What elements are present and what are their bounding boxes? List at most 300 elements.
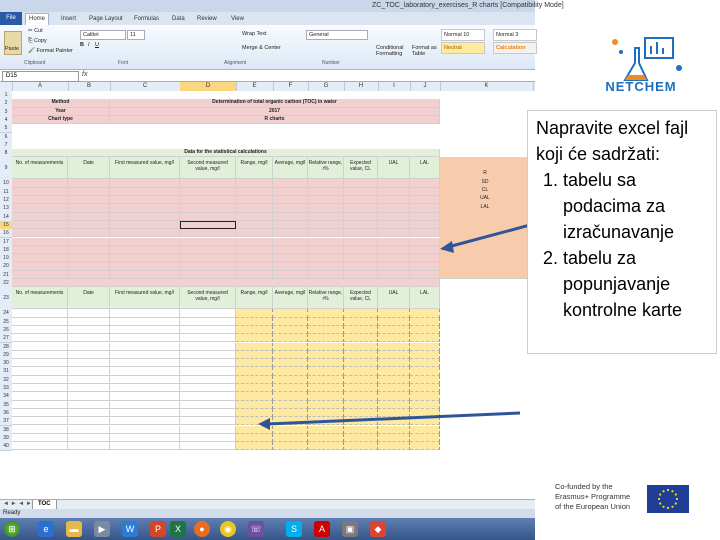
chart-data-cell[interactable] xyxy=(68,326,110,334)
row-header-2[interactable]: 2 xyxy=(0,99,12,108)
data-cell[interactable] xyxy=(308,204,344,212)
data-cell[interactable] xyxy=(344,204,378,212)
chart-data-cell[interactable] xyxy=(12,442,68,450)
chart-data-cell[interactable] xyxy=(68,426,110,434)
row-header-32[interactable]: 32 xyxy=(0,376,12,385)
data-cell[interactable] xyxy=(12,196,68,204)
column-header-b[interactable]: B xyxy=(68,82,111,91)
app-icon[interactable]: ▣ xyxy=(342,521,358,537)
data-cell[interactable] xyxy=(273,196,308,204)
chart-data-cell[interactable] xyxy=(68,359,110,367)
row-header-12[interactable]: 12 xyxy=(0,196,12,205)
row-header-6[interactable]: 6 xyxy=(0,133,12,142)
chart-data-cell[interactable] xyxy=(110,426,180,434)
chart-data-cell[interactable] xyxy=(110,442,180,450)
folder-icon[interactable]: ▬ xyxy=(66,521,82,537)
data-cell[interactable] xyxy=(180,229,236,237)
column-header-e[interactable]: E xyxy=(236,82,274,91)
eu-line-3: of the European Union xyxy=(555,502,631,511)
status-bar: Ready xyxy=(0,509,535,518)
data-cell[interactable] xyxy=(236,204,273,212)
data-cell[interactable] xyxy=(273,204,308,212)
style-normal3[interactable]: Normal 3 xyxy=(493,29,537,41)
chart-data-cell[interactable] xyxy=(110,376,180,384)
chart-data-cell[interactable] xyxy=(12,334,68,342)
chart-data-cell[interactable] xyxy=(378,442,410,450)
arrow-to-chart-table xyxy=(268,413,520,424)
chart-data-cell[interactable] xyxy=(236,442,273,450)
chart-data-cell[interactable] xyxy=(180,351,236,359)
chart-data-cell[interactable] xyxy=(344,442,378,450)
chart-data-cell[interactable] xyxy=(12,359,68,367)
acrobat-icon[interactable]: A xyxy=(314,521,330,537)
table-header[interactable]: No. of measurements xyxy=(12,157,68,179)
data-cell[interactable] xyxy=(308,196,344,204)
data-cell[interactable] xyxy=(68,204,110,212)
method-value[interactable]: Determination of total organic carbon (TOC) in water xyxy=(110,99,440,107)
chart-data-cell[interactable] xyxy=(110,367,180,375)
year-value[interactable]: 2017 xyxy=(110,108,440,116)
data-cell[interactable] xyxy=(344,179,378,187)
chart-data-cell[interactable] xyxy=(68,343,110,351)
data-cell[interactable] xyxy=(12,213,68,221)
data-cell[interactable] xyxy=(68,254,110,262)
chart-data-cell[interactable] xyxy=(180,401,236,409)
row-header-30[interactable]: 30 xyxy=(0,359,12,368)
copy-button[interactable]: ⎘ Copy xyxy=(28,38,47,44)
ribbon-tabs xyxy=(0,12,535,25)
table-header[interactable]: Average, mg/l xyxy=(273,157,308,179)
data-cell[interactable] xyxy=(12,221,68,229)
clipboard-group-label: Clipboard xyxy=(24,60,46,66)
row-header-26[interactable]: 26 xyxy=(0,326,12,335)
chart-data-cell[interactable] xyxy=(110,326,180,334)
column-header-a[interactable]: A xyxy=(12,82,69,91)
instruction-callout xyxy=(527,110,717,354)
tab-data[interactable]: Data xyxy=(172,16,185,22)
chart-data-cell[interactable] xyxy=(12,417,68,425)
row-header-17[interactable]: 17 xyxy=(0,238,12,247)
font-name-select[interactable]: Calibri xyxy=(80,30,126,40)
data-cell[interactable] xyxy=(110,213,180,221)
chart-data-cell[interactable] xyxy=(110,384,180,392)
callout-intro: Napravite excel fajl koji će sadržati: xyxy=(536,118,689,164)
data-cell[interactable] xyxy=(236,196,273,204)
data-cell[interactable] xyxy=(12,188,68,196)
data-cell[interactable] xyxy=(68,262,110,270)
column-header-g[interactable]: G xyxy=(308,82,345,91)
table-header[interactable]: Second measured value, mg/l xyxy=(180,157,236,179)
data-cell[interactable] xyxy=(378,179,410,187)
chart-data-cell[interactable] xyxy=(68,384,110,392)
chart-data-cell[interactable] xyxy=(180,367,236,375)
name-box[interactable]: D15 xyxy=(2,71,79,82)
column-header-i[interactable]: I xyxy=(378,82,411,91)
chart-data-cell[interactable] xyxy=(110,318,180,326)
chart-data-cell[interactable] xyxy=(68,309,110,317)
chart-data-cell[interactable] xyxy=(110,392,180,400)
chart-data-cell[interactable] xyxy=(12,326,68,334)
data-cell[interactable] xyxy=(110,254,180,262)
arrow-to-data-table xyxy=(448,225,530,247)
format-as-table-button[interactable]: Format as Table xyxy=(412,45,437,57)
media-icon[interactable]: ▶ xyxy=(94,521,110,537)
chart-data-cell[interactable] xyxy=(12,426,68,434)
data-cell[interactable] xyxy=(378,204,410,212)
excel-icon[interactable]: X xyxy=(170,521,186,537)
eu-line-2: Erasmus+ Programme xyxy=(555,492,631,501)
underline-button[interactable]: U xyxy=(95,42,99,48)
netchem-logo-text: NETCHEM xyxy=(605,79,677,94)
column-header-h[interactable]: H xyxy=(344,82,379,91)
data-cell[interactable] xyxy=(410,179,440,187)
chart-data-cell[interactable] xyxy=(12,401,68,409)
data-cell[interactable] xyxy=(68,238,110,246)
data-cell[interactable] xyxy=(12,179,68,187)
chart-data-cell[interactable] xyxy=(180,384,236,392)
side-label-cl: CL xyxy=(481,187,489,193)
data-cell[interactable] xyxy=(308,188,344,196)
chart-data-cell[interactable] xyxy=(12,367,68,375)
skype-icon[interactable]: S xyxy=(286,521,302,537)
chart-data-cell[interactable] xyxy=(68,401,110,409)
chart-data-cell[interactable] xyxy=(110,351,180,359)
side-label-sd: SD xyxy=(481,178,489,185)
side-label-ual: UAL xyxy=(480,195,490,202)
row-header-15[interactable]: 15 xyxy=(0,221,12,230)
alignment-group-label: Alignment xyxy=(224,60,247,66)
wrap-text-button[interactable]: Wrap Text xyxy=(242,31,267,37)
data-cell[interactable] xyxy=(180,221,236,229)
data-cell[interactable] xyxy=(410,204,440,212)
merge-center-button[interactable]: Merge & Center xyxy=(242,45,281,51)
chart-type-value[interactable]: R charts xyxy=(110,116,440,124)
cut-button[interactable]: ✂ Cut xyxy=(28,28,43,34)
data-cell[interactable] xyxy=(180,238,236,246)
chart-data-cell[interactable] xyxy=(180,309,236,317)
row-header-21[interactable]: 21 xyxy=(0,271,12,280)
data-cell[interactable] xyxy=(344,188,378,196)
chart-data-cell[interactable] xyxy=(12,384,68,392)
style-normal10[interactable]: Normal 10 xyxy=(441,29,485,41)
callout-list xyxy=(536,167,708,323)
data-cell[interactable] xyxy=(180,179,236,187)
data-cell[interactable] xyxy=(68,246,110,254)
chart-data-cell[interactable] xyxy=(68,392,110,400)
row-header-14[interactable]: 14 xyxy=(0,213,12,222)
tab-formulas[interactable]: Formulas xyxy=(134,16,160,22)
table-header[interactable]: First measured value, mg/l xyxy=(110,287,180,309)
data-cell[interactable] xyxy=(236,179,273,187)
chart-data-cell[interactable] xyxy=(180,376,236,384)
chart-data-cell[interactable] xyxy=(110,343,180,351)
arrowhead-data-table xyxy=(440,241,454,253)
word-icon[interactable]: W xyxy=(122,521,138,537)
data-cell[interactable] xyxy=(68,229,110,237)
chart-data-cell[interactable] xyxy=(68,409,110,417)
row-header-24[interactable]: 24 xyxy=(0,309,12,318)
data-cell[interactable] xyxy=(180,213,236,221)
italic-button[interactable]: I xyxy=(88,42,90,48)
data-cell[interactable] xyxy=(180,196,236,204)
data-cell[interactable] xyxy=(110,229,180,237)
row-header-20[interactable]: 20 xyxy=(0,262,12,271)
number-format-select[interactable]: General xyxy=(306,30,368,40)
tab-insert[interactable]: Insert xyxy=(61,16,77,22)
chart-data-cell[interactable] xyxy=(68,367,110,375)
row-header-23[interactable]: 23 xyxy=(0,287,12,310)
row-header-7[interactable]: 7 xyxy=(0,141,12,150)
ie-icon[interactable]: e xyxy=(38,521,54,537)
data-cell[interactable] xyxy=(180,204,236,212)
data-cell[interactable] xyxy=(110,262,180,270)
style-calculation[interactable]: Calculation xyxy=(493,42,537,54)
row-header-29[interactable]: 29 xyxy=(0,351,12,360)
data-cell[interactable] xyxy=(68,221,110,229)
data-cell[interactable] xyxy=(110,221,180,229)
data-cell[interactable] xyxy=(273,188,308,196)
row-header-19[interactable]: 19 xyxy=(0,254,12,263)
powerpoint-icon[interactable]: P xyxy=(150,521,166,537)
column-header-f[interactable]: F xyxy=(273,82,309,91)
chart-data-cell[interactable] xyxy=(68,376,110,384)
chart-data-cell[interactable] xyxy=(180,318,236,326)
table-header[interactable]: Relative range, r% xyxy=(308,287,344,309)
data-cell[interactable] xyxy=(308,179,344,187)
chart-data-cell[interactable] xyxy=(110,409,180,417)
chart-data-cell[interactable] xyxy=(180,442,236,450)
title-bar xyxy=(0,0,564,12)
chart-data-cell[interactable] xyxy=(110,401,180,409)
firefox-icon[interactable]: ● xyxy=(194,521,210,537)
data-cell[interactable] xyxy=(12,271,68,279)
row-header-5[interactable]: 5 xyxy=(0,124,12,133)
chart-data-cell[interactable] xyxy=(180,343,236,351)
chrome-icon[interactable]: ◉ xyxy=(220,521,236,537)
font-size-select[interactable]: 11 xyxy=(127,30,145,40)
tab-review[interactable]: Review xyxy=(197,16,217,22)
data-cell[interactable] xyxy=(180,254,236,262)
data-cell[interactable] xyxy=(110,238,180,246)
chart-data-cell[interactable] xyxy=(68,334,110,342)
table-header[interactable]: UAL xyxy=(378,287,410,309)
row-header-36[interactable]: 36 xyxy=(0,409,12,418)
row-header-37[interactable]: 37 xyxy=(0,417,12,426)
chart-data-cell[interactable] xyxy=(180,434,236,442)
column-header-c[interactable]: C xyxy=(110,82,181,91)
row-header-34[interactable]: 34 xyxy=(0,392,12,401)
chart-data-cell[interactable] xyxy=(308,442,344,450)
data-cell[interactable] xyxy=(378,188,410,196)
table-header[interactable]: LAL xyxy=(410,157,440,179)
row-header-10[interactable]: 10 xyxy=(0,179,12,188)
data-cell[interactable] xyxy=(180,271,236,279)
row-header-16[interactable]: 16 xyxy=(0,229,12,238)
chart-data-cell[interactable] xyxy=(12,343,68,351)
data-cell[interactable] xyxy=(110,271,180,279)
chart-data-cell[interactable] xyxy=(180,409,236,417)
conditional-formatting-button[interactable]: Conditional Formatting xyxy=(376,45,404,57)
data-cell[interactable] xyxy=(410,188,440,196)
data-cell[interactable] xyxy=(68,196,110,204)
stats-table-title[interactable]: Data for the statistical calculations xyxy=(12,149,440,157)
chart-data-cell[interactable] xyxy=(110,359,180,367)
row-header-13[interactable]: 13 xyxy=(0,204,12,213)
eu-line-1: Co-funded by the xyxy=(555,482,613,491)
table-header[interactable]: Second measured value, mg/l xyxy=(180,287,236,309)
callout-item-1: 1. tabelu sa podacima za izračunavanje xyxy=(563,167,708,245)
window-title: ZC_TOC_laboratory_exercises_R charts [Compatibility Mode] xyxy=(372,2,564,9)
row-header-28[interactable]: 28 xyxy=(0,343,12,352)
chart-data-cell[interactable] xyxy=(12,318,68,326)
data-cell[interactable] xyxy=(273,179,308,187)
data-cell[interactable] xyxy=(110,196,180,204)
data-cell[interactable] xyxy=(344,196,378,204)
column-header-j[interactable]: J xyxy=(410,82,441,91)
row-header-1[interactable]: 1 xyxy=(0,91,12,100)
data-cell[interactable] xyxy=(12,246,68,254)
data-cell[interactable] xyxy=(410,196,440,204)
table-header[interactable]: Date xyxy=(68,287,110,309)
data-cell[interactable] xyxy=(68,188,110,196)
tab-home[interactable]: Home xyxy=(25,13,49,25)
paste-button[interactable]: Paste xyxy=(5,46,20,52)
side-label-lal: LAL xyxy=(480,203,490,210)
chart-data-cell[interactable] xyxy=(273,442,308,450)
row-header-4[interactable]: 4 xyxy=(0,116,12,125)
number-group-label: Number xyxy=(322,60,340,66)
font-group-label: Font xyxy=(118,60,129,66)
table-header[interactable]: Expected value, CL xyxy=(344,157,378,179)
arrows-overlay xyxy=(240,220,540,440)
data-cell[interactable] xyxy=(12,262,68,270)
data-cell[interactable] xyxy=(378,196,410,204)
tab-view[interactable]: View xyxy=(231,16,244,22)
format-painter-button[interactable]: 🖌 Format Painter xyxy=(28,48,73,54)
row-header-38[interactable]: 38 xyxy=(0,426,12,435)
table-header[interactable]: UAL xyxy=(378,157,410,179)
data-cell[interactable] xyxy=(110,246,180,254)
row-header-22[interactable]: 22 xyxy=(0,279,12,288)
row-header-3[interactable]: 3 xyxy=(0,108,12,117)
data-cell[interactable] xyxy=(180,188,236,196)
data-cell[interactable] xyxy=(180,246,236,254)
chart-data-cell[interactable] xyxy=(180,417,236,425)
year-label[interactable]: Year xyxy=(12,108,110,116)
table-header[interactable]: Expected value, CL xyxy=(344,287,378,309)
chart-data-cell[interactable] xyxy=(110,309,180,317)
table-header[interactable]: Average, mg/l xyxy=(273,287,308,309)
row-header-40[interactable]: 40 xyxy=(0,442,12,451)
chart-data-cell[interactable] xyxy=(12,409,68,417)
chart-data-cell[interactable] xyxy=(110,334,180,342)
start-icon[interactable]: ⊞ xyxy=(4,521,20,537)
row-header-11[interactable]: 11 xyxy=(0,188,12,197)
column-header-k[interactable]: K xyxy=(440,82,534,91)
chart-data-cell[interactable] xyxy=(410,442,440,450)
callout-item-2: 2. tabelu za popunjavanje kontrolne karte xyxy=(563,245,708,323)
data-cell[interactable] xyxy=(12,229,68,237)
chart-data-cell[interactable] xyxy=(12,351,68,359)
data-cell[interactable] xyxy=(110,188,180,196)
chart-data-cell[interactable] xyxy=(68,318,110,326)
row-header-31[interactable]: 31 xyxy=(0,367,12,376)
row-header-8[interactable]: 8 xyxy=(0,149,12,158)
taskbar xyxy=(0,518,535,540)
data-cell[interactable] xyxy=(180,262,236,270)
style-neutral[interactable]: Neutral xyxy=(441,42,485,54)
row-header-18[interactable]: 18 xyxy=(0,246,12,255)
chart-data-cell[interactable] xyxy=(12,392,68,400)
chart-data-cell[interactable] xyxy=(68,417,110,425)
row-header-9[interactable]: 9 xyxy=(0,157,12,180)
chart-data-cell[interactable] xyxy=(110,417,180,425)
side-label-r: R xyxy=(483,170,487,177)
chart-data-cell[interactable] xyxy=(12,376,68,384)
row-header-27[interactable]: 27 xyxy=(0,334,12,343)
viber-icon[interactable]: ☏ xyxy=(248,521,264,537)
data-cell[interactable] xyxy=(68,179,110,187)
row-header-39[interactable]: 39 xyxy=(0,434,12,443)
row-header-25[interactable]: 25 xyxy=(0,318,12,327)
data-cell[interactable] xyxy=(236,188,273,196)
chart-data-cell[interactable] xyxy=(110,434,180,442)
table-header[interactable]: LAL xyxy=(410,287,440,309)
data-cell[interactable] xyxy=(12,204,68,212)
chart-data-cell[interactable] xyxy=(68,442,110,450)
table-header[interactable]: Range, mg/l xyxy=(236,287,273,309)
chart-data-cell[interactable] xyxy=(180,326,236,334)
sheet-nav-icon[interactable]: ◄ ► ◄ ► xyxy=(3,501,32,507)
table-header[interactable]: Date xyxy=(68,157,110,179)
data-cell[interactable] xyxy=(68,271,110,279)
chart-data-cell[interactable] xyxy=(180,392,236,400)
eu-flag-icon xyxy=(647,485,689,513)
chart-data-cell[interactable] xyxy=(68,351,110,359)
eu-cofunding-text xyxy=(555,482,647,512)
row-header-35[interactable]: 35 xyxy=(0,401,12,410)
data-cell[interactable] xyxy=(12,238,68,246)
tab-page-layout[interactable]: Page Layout xyxy=(89,16,123,22)
chart-data-cell[interactable] xyxy=(180,359,236,367)
method-label[interactable]: Method xyxy=(12,99,110,107)
row-header-33[interactable]: 33 xyxy=(0,384,12,393)
chart-type-label[interactable]: Chart type xyxy=(12,116,110,124)
data-cell[interactable] xyxy=(110,204,180,212)
column-header-d[interactable]: D xyxy=(180,82,237,91)
table-header[interactable]: Relative range, r% xyxy=(308,157,344,179)
arrowhead-chart-table xyxy=(258,418,270,430)
file-tab[interactable]: File xyxy=(0,12,22,25)
app2-icon[interactable]: ◆ xyxy=(370,521,386,537)
formula-bar[interactable] xyxy=(0,70,535,82)
sheet-tab-toc[interactable]: TOC xyxy=(32,500,57,510)
table-header[interactable]: First measured value, mg/l xyxy=(110,157,180,179)
bold-button[interactable]: B xyxy=(80,42,84,48)
data-cell[interactable] xyxy=(110,179,180,187)
chart-data-cell[interactable] xyxy=(180,426,236,434)
data-cell[interactable] xyxy=(68,213,110,221)
chart-data-cell[interactable] xyxy=(12,434,68,442)
data-cell[interactable] xyxy=(12,254,68,262)
fx-icon[interactable]: fx xyxy=(82,71,88,78)
chart-data-cell[interactable] xyxy=(180,334,236,342)
chart-data-cell[interactable] xyxy=(68,434,110,442)
ribbon xyxy=(0,25,535,70)
chart-data-cell[interactable] xyxy=(12,309,68,317)
table-header[interactable]: No. of measurements xyxy=(12,287,68,309)
table-header[interactable]: Range, mg/l xyxy=(236,157,273,179)
